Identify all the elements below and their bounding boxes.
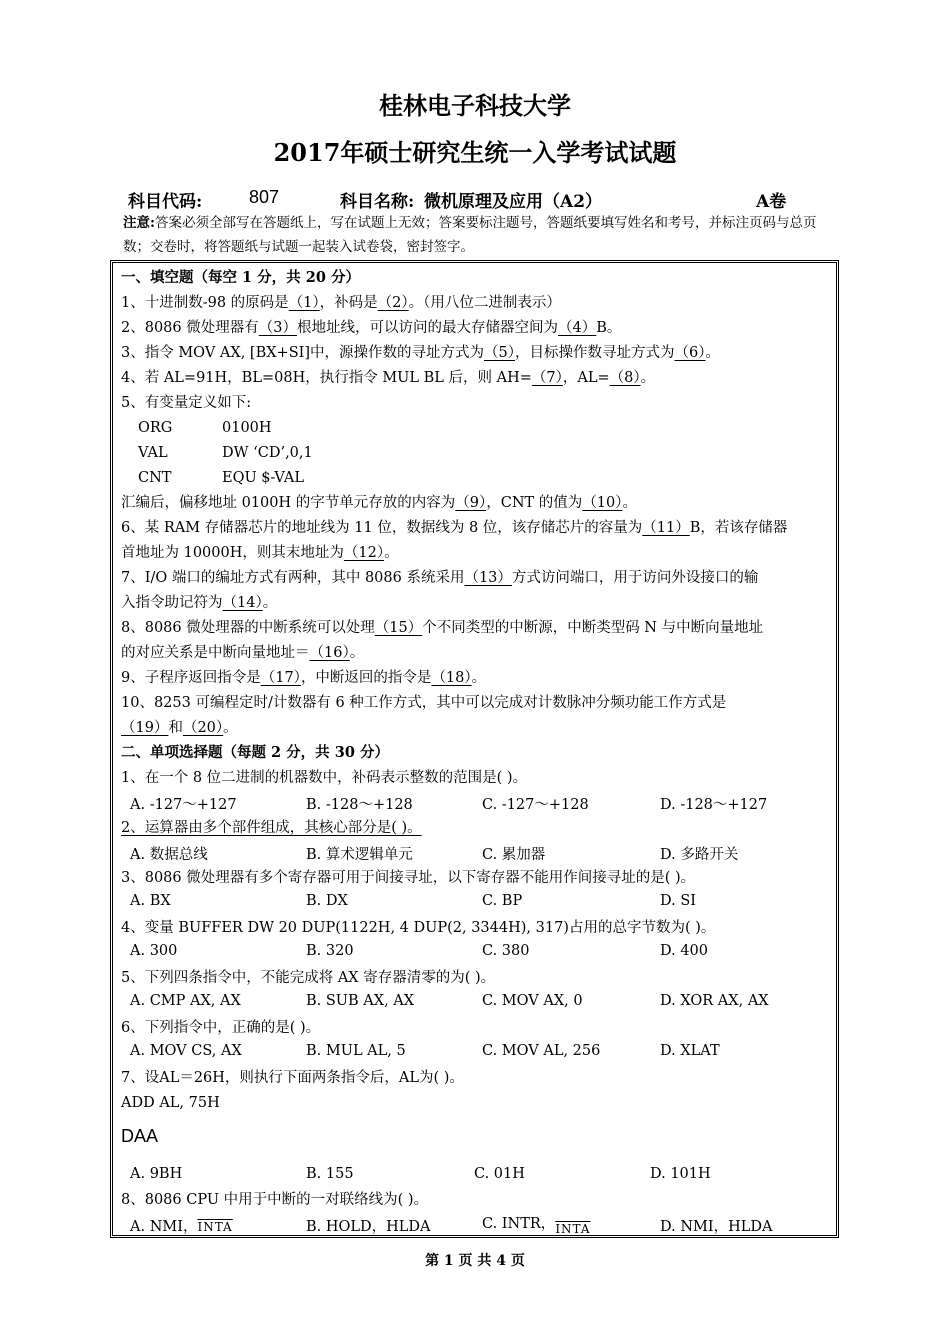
blank-1: （1）: [288, 295, 320, 311]
section1-heading: 一、填空题（每空 1 分，共 20 分）: [121, 269, 360, 286]
fill-q10-line1: 10、8253 可编程定时/计数器有 6 种工作方式，其中可以完成对计数脉冲分频功能工作方式是: [121, 695, 727, 711]
blank-13: （13）: [464, 570, 512, 586]
choice-q7-code-add: ADD AL, 75H: [121, 1095, 220, 1111]
blank-18: （18）: [431, 670, 472, 686]
paper-type: A卷: [756, 192, 787, 212]
choice-q3-stem: 3、8086 微处理器有多个寄存器可用于间接寻址，以下寄存器不能用作间接寻址的是( )。: [121, 870, 696, 886]
blank-3: （3）: [258, 320, 297, 336]
blank-9: （9）: [455, 495, 487, 511]
choice-q5-stem: 5、下列四条指令中，不能完成将 AX 寄存器清零的为( )。: [121, 970, 496, 986]
fill-q7-line1: 7、I/O 端口的编址方式有两种，其中 8086 系统采用（13）方式访问端口，用于访问外设接口的输: [121, 570, 759, 586]
choice-q4-option-d: D. 400: [660, 943, 709, 959]
subject-code-label: 科目代码:: [128, 192, 203, 212]
choice-q4-option-b: B. 320: [306, 943, 354, 959]
choice-q7-option-c: C. 01H: [474, 1166, 525, 1182]
choice-q7-code-daa: DAA: [121, 1126, 159, 1146]
choice-q8-option-b: B. HOLD，HLDA: [306, 1219, 431, 1235]
choice-q5-option-c: C. MOV AX, 0: [482, 993, 583, 1009]
choice-q8-stem: 8、8086 CPU 中用于中断的一对联络线为( )。: [121, 1192, 429, 1208]
choice-q4-option-a: A. 300: [130, 943, 178, 959]
code-line-2-operand: DW ‘CD’,0,1: [222, 445, 313, 461]
blank-6: （6）: [674, 345, 706, 361]
subject-code: 807: [249, 187, 280, 207]
code-line-1: ORG: [138, 420, 173, 436]
choice-q8-option-d: D. NMI，HLDA: [660, 1219, 773, 1235]
choice-q7-option-a: A. 9BH: [130, 1166, 183, 1182]
blank-20: （20）: [182, 720, 224, 736]
choice-q4-stem: 4、变量 BUFFER DW 20 DUP(1122H, 4 DUP(2, 3344H), 317)占用的总字节数为( )。: [121, 920, 716, 936]
note-label: 注意:: [123, 215, 155, 231]
choice-q4-option-c: C. 380: [482, 943, 530, 959]
choice-q6-option-b: B. MUL AL, 5: [306, 1043, 406, 1059]
university-name: 桂林电子科技大学: [379, 91, 571, 120]
code-line-1-operand: 0100H: [222, 420, 272, 436]
choice-q3-option-b: B. DX: [306, 893, 348, 909]
blank-11: （11）: [642, 520, 690, 536]
blank-12: （12）: [343, 545, 385, 561]
blank-2: （2）: [377, 295, 409, 311]
choice-q1-stem: 1、在一个 8 位二进制的机器数中，补码表示整数的范围是( )。: [121, 770, 528, 786]
choice-q5-option-a: A. CMP AX, AX: [130, 993, 241, 1009]
choice-q2-option-d: D. 多路开关: [660, 847, 739, 863]
subject-name: 微机原理及应用（A2）: [424, 192, 603, 212]
choice-q6-option-a: A. MOV CS, AX: [130, 1043, 242, 1059]
choice-q7-option-d: D. 101H: [650, 1166, 711, 1182]
choice-q2-option-b: B. 算术逻辑单元: [306, 847, 413, 863]
choice-q2-stem: 2、运算器由多个部件组成，其核心部分是( )。: [121, 820, 422, 836]
choice-q8-option-a: A. NMI，INTA: [130, 1219, 233, 1235]
section2-heading: 二、单项选择题（每题 2 分，共 30 分）: [121, 744, 389, 761]
fill-q6-line2: 首地址为 10000H，则其末地址为（12）。: [121, 545, 399, 561]
fill-q2: 2、8086 微处理器有（3）根地址线，可以访问的最大存储器空间为（4）B。: [121, 320, 622, 336]
blank-7: （7）: [531, 370, 563, 386]
exam-title: 2017年硕士研究生统一入学考试试题: [273, 138, 677, 167]
fill-q6-line1: 6、某 RAM 存储器芯片的地址线为 11 位，数据线为 8 位，该存储芯片的容量为（11）B，若该存储器: [121, 520, 788, 536]
blank-10: （10）: [582, 495, 623, 511]
fill-q8-line2: 的对应关系是中断向量地址＝（16）。: [121, 645, 365, 661]
blank-14: （14）: [222, 595, 263, 611]
choice-q3-option-c: C. BP: [482, 893, 523, 909]
fill-q5-intro: 5、有变量定义如下:: [121, 395, 252, 411]
blank-5: （5）: [484, 345, 515, 361]
fill-q7-line2: 入指令助记符为（14）。: [121, 595, 278, 611]
choice-q1-option-d: D. -128～+127: [660, 797, 768, 813]
choice-q6-stem: 6、下列指令中，正确的是( )。: [121, 1020, 321, 1036]
choice-q5-option-d: D. XOR AX, AX: [660, 993, 769, 1009]
blank-17: （17）: [260, 670, 301, 686]
choice-q5-option-b: B. SUB AX, AX: [306, 993, 415, 1009]
choice-q6-option-c: C. MOV AL, 256: [482, 1043, 601, 1059]
inta-overline-c: INTA: [555, 1222, 591, 1236]
choice-q7-option-b: B. 155: [306, 1166, 354, 1182]
choice-q3-option-d: D. SI: [660, 893, 696, 909]
code-line-2: VAL: [138, 445, 168, 461]
choice-q1-option-c: C. -127～+128: [482, 797, 589, 813]
fill-q1: 1、十进制数-98 的原码是（1），补码是（2）。（用八位二进制表示）: [121, 295, 561, 311]
fill-q8-line1: 8、8086 微处理器的中断系统可以处理（15）个不同类型的中断源，中断类型码 N 与中断向量地址: [121, 620, 764, 636]
blank-4: （4）: [557, 320, 597, 336]
code-line-3: CNT: [138, 470, 172, 486]
choice-q3-option-a: A. BX: [130, 893, 171, 909]
fill-q4: 4、若 AL=91H，BL=08H，执行指令 MUL BL 后，则 AH=（7），AL=（8）。: [121, 370, 656, 386]
choice-q2-option-a: A. 数据总线: [130, 847, 208, 863]
blank-16: （16）: [309, 645, 350, 661]
page-number: 第 1 页 共 4 页: [425, 1253, 525, 1269]
blank-19: （19）: [121, 720, 169, 736]
note-text: 答案必须全部写在答题纸上，写在试题上无效；答案要标注题号，答题纸要填写姓名和考号，并标注页码与总页数；交卷时，将答题纸与试题一起装入试卷袋，密封签字。: [123, 215, 817, 255]
choice-q8-option-c: C. INTR，$_{INTA}$: [482, 1216, 591, 1236]
choice-q7-stem: 7、设AL＝26H，则执行下面两条指令后，AL为( )。: [121, 1070, 464, 1086]
subject-name-label: 科目名称:: [340, 192, 415, 212]
blank-15: （15）: [374, 620, 423, 636]
choice-q2-option-c: C. 累加器: [482, 847, 546, 863]
code-line-3-operand: EQU $-VAL: [222, 470, 304, 486]
blank-8: （8）: [609, 370, 641, 386]
choice-q6-option-d: D. XLAT: [660, 1043, 720, 1059]
inta-overline: INTA: [197, 1220, 233, 1234]
choice-q1-option-a: A. -127～+127: [130, 797, 237, 813]
fill-q5-after: 汇编后，偏移地址 0100H 的字节单元存放的内容为（9），CNT 的值为（10）。: [121, 495, 638, 511]
exam-note: [123, 211, 835, 259]
choice-q1-option-b: B. -128～+128: [306, 797, 413, 813]
fill-q10-line2: （19）和（20）。: [121, 720, 238, 736]
fill-q3: 3、指令 MOV AX, [BX+SI]中，源操作数的寻址方式为（5），目标操作数寻址方式为（6）。: [121, 345, 720, 361]
fill-q9: 9、子程序返回指令是（17），中断返回的指令是（18）。: [121, 670, 487, 686]
